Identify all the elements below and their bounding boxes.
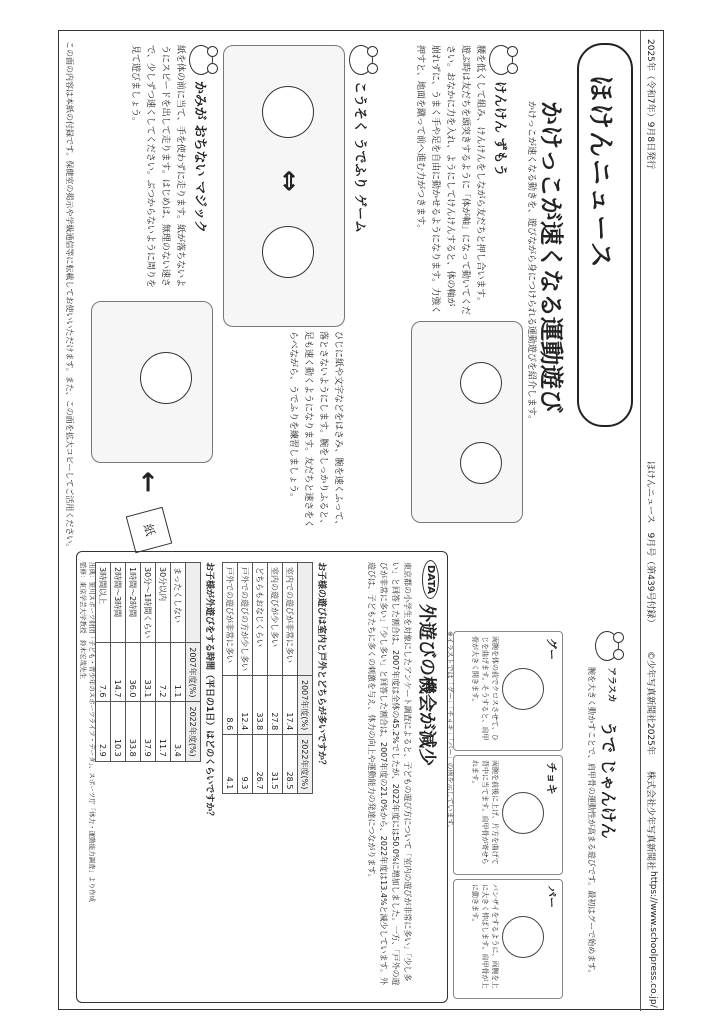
table-cell: 33.8 xyxy=(126,702,141,761)
table-row xyxy=(126,563,141,762)
table-cell: 26.7 xyxy=(253,735,268,794)
janken-gu-label: グー xyxy=(545,638,558,660)
table-cell: 11.7 xyxy=(156,702,171,761)
section-body-kami: 紙を体の前に当て、手を使わずに走ります。紙が落ちないようにスピードを出して走ります。はじめは、無理のない速さで、少しずつ速くしてください。ぶつからないように周りを見て遊びましょう。 xyxy=(130,45,185,288)
table-cell: どちらもおなじくらい xyxy=(253,563,268,676)
table-row xyxy=(238,563,253,794)
table-cell: 9.3 xyxy=(238,735,253,794)
table-cell: 戸外での遊びが非常に多い xyxy=(223,563,238,676)
lead-text: かけっこが速くなる動きを、遊びながら身につけられる運動遊びを紹介します。 xyxy=(526,101,536,425)
table-cell: 17.4 xyxy=(283,676,298,735)
copyright: ©少年写真新聞社2025年 xyxy=(645,651,655,755)
publisher: 株式会社少年写真新聞社 xyxy=(645,771,655,871)
janken-intro: 腕を大きく動かすことで、肩甲骨の運動性が高まる遊びです。最初はグーで始めます。 xyxy=(587,667,596,978)
section-title-kami: かみが おちない マジック xyxy=(192,81,207,234)
table-cell: 7.6 xyxy=(96,643,111,702)
table-cell: 1時間～2時間 xyxy=(126,563,141,643)
section-title-udefuri: こうそく うでふり ゲーム xyxy=(352,81,367,234)
child-face-icon xyxy=(262,86,314,138)
table-cell: 戸外での遊びの方が少し多い xyxy=(238,563,253,676)
table-cell: 37.9 xyxy=(141,702,156,761)
table-outdoor-time xyxy=(95,562,201,762)
issue-date: 2025年（令和7年）9月8日発行 xyxy=(645,39,655,170)
table-row xyxy=(141,563,156,762)
janken-choki-label: チョキ xyxy=(545,762,558,795)
table-row xyxy=(268,563,283,794)
data-supervisor: 監修：東京学芸大学教授 鈴木宏哉先生 xyxy=(79,562,87,679)
janken-choki xyxy=(453,755,563,875)
table2-title: お子様が外遊びをする時間（平日の1日）はどのくらいですか？ xyxy=(204,562,214,821)
table-cell: 14.7 xyxy=(111,643,126,702)
ude-janken-section xyxy=(453,631,623,1001)
section-title-kenken: けんけん ずもう xyxy=(492,81,507,177)
scissors-pose-icon xyxy=(502,792,544,834)
title-banner xyxy=(577,43,633,427)
open-hand-icon xyxy=(502,916,544,958)
data-tag: DATA xyxy=(422,560,439,599)
table-cell: 28.5 xyxy=(283,735,298,794)
mascot-icon xyxy=(489,45,513,75)
table-cell: 30分～1時間くらい xyxy=(141,563,156,643)
janken-title: うで じゃんけん xyxy=(599,721,618,839)
data-source: 出典：笹川スポーツ財団「子ども・青少年のスポーツライフ・データ」、スポーツ庁「体力・運動能力調査」より作成 xyxy=(88,562,96,903)
table-cell: 8.6 xyxy=(223,676,238,735)
data-body: 東京都の小学生を対象にしたアンケート調査によると、子どもの遊び方について「室内の遊びが非常に多い」「少し多い」と回答した割合は、2007年度は全体の45.2%でしたが、2022年度には50.0%に増加しました。一方、「戸外の遊びが非常に多い」「少し多い」と回答した割合は、2007年度の21.0%から、2022年度は13.4%と減少しています。外遊びは、子どもたちに多くの刺激を与え、体力の向上や運動能力の発達につながります。 xyxy=(367,562,412,986)
table-header-cell xyxy=(298,563,313,676)
section-body-kenken: 腰を低くして組み、けんけんをしながら友だちと押し合います。 遊ぶ時は友だちを頭突きするように「体が軸」になって動いてください。おなかに力を入れ、ようにしてけんけんすると、体の軸が崩れずに、うまく手や足を自由に動かせるようになります。力強く押すと、地面を蹴って前へ進む力がつきます。 xyxy=(415,45,485,316)
newsletter-title: ほけんニュース xyxy=(585,75,615,270)
child-face-icon xyxy=(262,226,314,278)
table-cell: 31.5 xyxy=(268,735,283,794)
janken-gu xyxy=(453,631,563,751)
issue-line: ほけんニュース 9月号（第439号付録） xyxy=(645,461,655,628)
table-header-cell: 2022年度(%) xyxy=(186,702,201,761)
table-row xyxy=(253,563,268,794)
table-row xyxy=(156,563,171,762)
table1-title: お子様の遊びは室内と戸外とどちらが多いですか？ xyxy=(316,562,326,770)
table-header-cell xyxy=(186,563,201,643)
janken-gu-desc: 両腕を体の前でクロスさせて、ひじを曲げます。そうすると、肩甲骨が大きく開きます。 xyxy=(471,636,499,741)
mascot-icon xyxy=(595,631,619,661)
rotated-newsletter-page xyxy=(58,30,664,1010)
running-paper-illustration xyxy=(91,301,213,463)
double-arrow-icon: ⇔ xyxy=(274,170,304,192)
janken-prefix: アラスカ xyxy=(606,667,616,703)
table-header-row xyxy=(298,563,313,794)
table-header-cell: 2022年度(%) xyxy=(298,735,313,794)
janken-pa-desc: バンザイをするように、両腕を上に大きく伸ばします。肩甲骨が上に動きます。 xyxy=(471,884,499,989)
table-row xyxy=(96,563,111,762)
table-row xyxy=(283,563,298,794)
table-cell: 12.4 xyxy=(238,676,253,735)
table-cell: 室内での遊びが非常に多い xyxy=(283,563,298,676)
janken-choki-desc: 両腕を前後に上げ、片方を曲げて背中に当てます。肩甲骨が寄せられます。 xyxy=(471,760,499,865)
table-header-cell: 2007年度(%) xyxy=(186,643,201,702)
arrow-left-icon: ← xyxy=(133,471,163,493)
publisher-url: https://www.schoolpress.co.jp/ xyxy=(648,871,658,1008)
janken-pa xyxy=(453,879,563,999)
table-row xyxy=(223,563,238,794)
table-indoor-outdoor xyxy=(222,562,313,794)
child-face-icon xyxy=(460,442,502,484)
table-cell: 33.1 xyxy=(141,643,156,702)
child-face-icon xyxy=(460,362,502,404)
table-cell: 30分以内 xyxy=(156,563,171,643)
child-face-icon xyxy=(140,352,192,404)
table-cell: 3時間以上 xyxy=(96,563,111,643)
paper-sheet-icon: 紙 xyxy=(126,507,173,554)
data-title: 外遊びの機会が減少 xyxy=(416,604,437,766)
janken-note: ※イラストでは「グー」「チョキ」「パー」の例を示しています。 xyxy=(446,631,454,832)
arm-swing-illustration xyxy=(223,45,345,327)
janken-pa-label: パー xyxy=(545,886,558,908)
data-section xyxy=(76,551,448,1003)
table-cell: 2.9 xyxy=(96,702,111,761)
fist-icon xyxy=(502,668,544,710)
table-cell: 7.2 xyxy=(156,643,171,702)
table-header-row xyxy=(186,563,201,762)
section-body-udefuri: ひじに紙や文字などをはさみ、腕を速くふって、落とさないようにします。腕をしっかりふると、足も速く動くようになります。友だちと速さをくらべながら、うでふりを練習しましょう。 xyxy=(288,331,343,530)
table-cell: まったくしない xyxy=(171,563,186,643)
header-band xyxy=(640,31,663,1011)
table-cell: 27.8 xyxy=(268,676,283,735)
table-cell: 2時間～3時間 xyxy=(111,563,126,643)
table-cell: 4.1 xyxy=(223,735,238,794)
table-cell: 36.0 xyxy=(126,643,141,702)
kenken-sumo-illustration xyxy=(411,321,523,523)
table-row xyxy=(111,563,126,762)
table-cell: 10.3 xyxy=(111,702,126,761)
table-header-cell: 2007年度(%) xyxy=(298,676,313,735)
table-cell: 1.1 xyxy=(171,643,186,702)
footer-note: この面の内容は本紙の付録です。保健室の掲示や学級通信等に転載してお使いいただけます。また、この面を拡大コピーしてご活用ください。 xyxy=(65,41,74,552)
table-row xyxy=(171,563,186,762)
headline: かけっこが速くなる運動遊び xyxy=(537,101,565,413)
table-cell: 33.8 xyxy=(253,676,268,735)
mascot-icon xyxy=(349,45,373,75)
table-cell: 室内の遊びが少し多い xyxy=(268,563,283,676)
table-cell: 3.4 xyxy=(171,702,186,761)
mascot-icon xyxy=(189,45,213,75)
